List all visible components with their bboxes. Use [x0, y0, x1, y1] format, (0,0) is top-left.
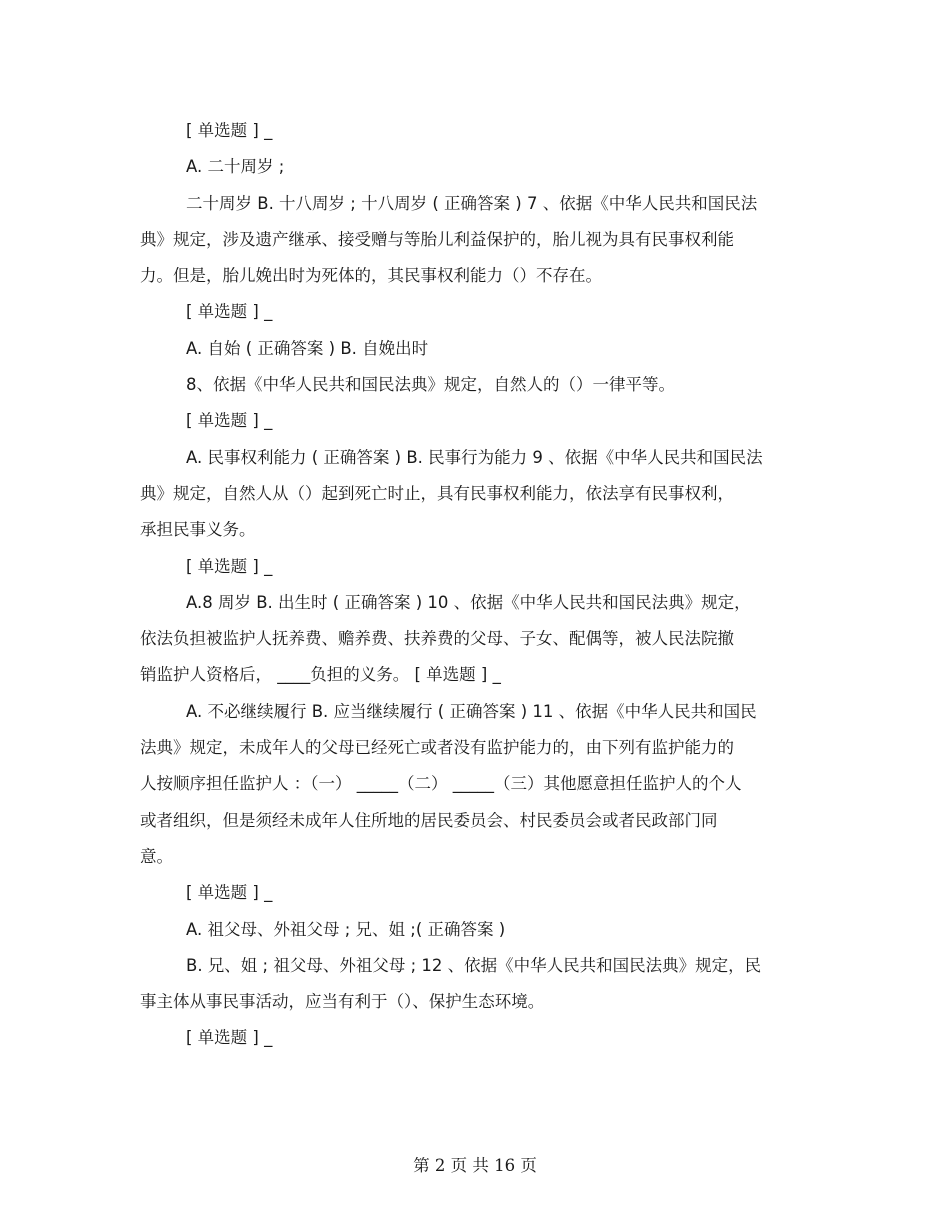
answer-option [140, 331, 800, 367]
question-paragraph [140, 367, 800, 403]
text-line: [ 单选题 ] _ [186, 302, 273, 322]
text-line: 人按顺序担任监护人 ：（一） _____（二） _____（三）其他愿意担任监护人的个人 [140, 774, 742, 794]
document-body [140, 113, 800, 1057]
answer-option [140, 149, 800, 185]
text-line: [ 单选题 ] _ [186, 883, 273, 903]
text-line: A. 自始 ( 正确答案 ) B. 自娩出时 [186, 338, 429, 358]
question-paragraph [140, 694, 800, 875]
question-paragraph [140, 948, 800, 1021]
text-line: A.8 周岁 B. 出生时 ( 正确答案 ) 10 、依据《中华人民共和国民法典》规定， [186, 592, 751, 612]
page-number-footer: 第 2 页 共 16 页 [413, 1156, 537, 1175]
question-type-label [140, 294, 800, 330]
text-line: 事主体从事民事活动，应当有利于（）、保护生态环境。 [140, 992, 545, 1012]
text-line: B. 兄、姐 ; 祖父母、外祖父母 ; 12 、依据《中华人民共和国民法典》规定，民 [186, 955, 762, 975]
text-line: A. 二十周岁 ; [186, 157, 285, 177]
text-line: [ 单选题 ] _ [186, 121, 273, 140]
text-line: A. 民事权利能力 ( 正确答案 ) B. 民事行为能力 9 、依据《中华人民共和国民法 [186, 447, 763, 467]
question-paragraph [140, 585, 800, 694]
question-type-label [140, 1020, 800, 1056]
question-type-label [140, 549, 800, 585]
question-type-label [140, 875, 800, 911]
question-type-label [140, 113, 800, 149]
text-line: A. 不必继续履行 B. 应当继续履行 ( 正确答案 ) 11 、依据《中华人民共和国民 [186, 701, 757, 721]
text-line: 8、依据《中华人民共和国民法典》规定，自然人的（）一律平等。 [186, 375, 675, 395]
text-line: 法典》规定，未成年人的父母已经死亡或者没有监护能力的，由下列有监护能力的 [140, 738, 734, 758]
text-line: 二十周岁 B. 十八周岁 ; 十八周岁 ( 正确答案 ) 7 、依据《中华人民共和国民法 [186, 193, 758, 213]
text-line: 典》规定，涉及遗产继承、接受赠与等胎儿利益保护的，胎儿视为具有民事权利能 [140, 229, 734, 249]
text-line: 销监护人资格后， ____负担的义务。 [ 单选题 ] _ [140, 665, 501, 685]
question-type-label [140, 403, 800, 439]
text-line: [ 单选题 ] _ [186, 1028, 273, 1048]
text-line: 承担民事义务。 [140, 520, 256, 540]
text-line: 或者组织，但是须经未成年人住所地的居民委员会、村民委员会或者民政部门同 [140, 810, 718, 830]
question-paragraph [140, 440, 800, 549]
answer-option [140, 912, 800, 948]
text-line: A. 祖父母、外祖父母 ; 兄、姐 ;( 正确答案 ) [186, 919, 506, 939]
text-line: [ 单选题 ] _ [186, 556, 273, 576]
text-line: 意。 [140, 846, 173, 866]
text-line: 依法负担被监护人抚养费、赡养费、扶养费的父母、子女、配偶等，被人民法院撤 [140, 629, 734, 649]
text-line: 典》规定，自然人从（）起到死亡时止，具有民事权利能力，依法享有民事权利， [140, 483, 734, 503]
text-line: [ 单选题 ] _ [186, 411, 273, 431]
text-line: 力。但是，胎儿娩出时为死体的，其民事权利能力（）不存在。 [140, 266, 602, 286]
question-paragraph [140, 186, 800, 295]
